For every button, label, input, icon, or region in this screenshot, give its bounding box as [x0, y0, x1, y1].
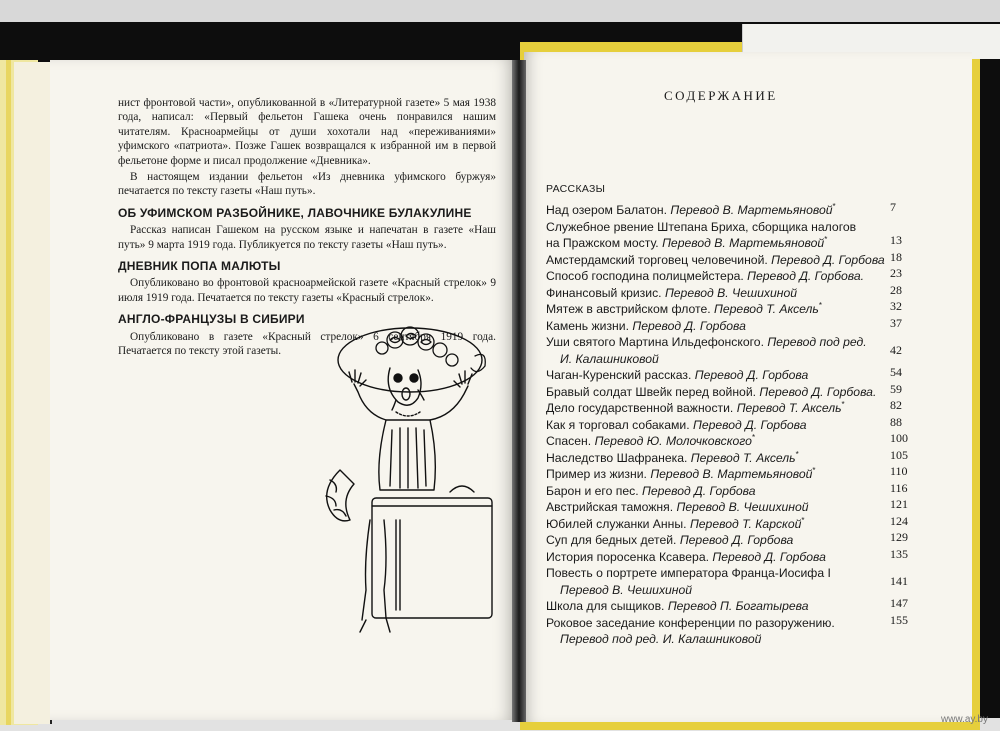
toc-entry-asterisk: * [751, 432, 756, 442]
toc-entry-page: 121 [890, 497, 908, 511]
toc-entry-title: Амстердамский торговец человечиной. [546, 252, 772, 267]
toc-entry-asterisk: * [812, 465, 816, 475]
toc-entry-page: 18 [890, 249, 902, 264]
toc-entry-translator: И. Калашниковой [560, 351, 659, 366]
toc-entry-translator: Перевод под ред. И. Калашниковой [560, 632, 762, 646]
toc-entry [546, 235, 936, 252]
toc-entry-page: 129 [890, 530, 908, 544]
toc-entry [546, 598, 936, 615]
toc-entry-translator: Перевод Д. Горбова [632, 318, 746, 333]
toc-entry-title: Пример из жизни. [546, 467, 651, 481]
toc-entry-page: 13 [890, 233, 902, 247]
toc-entry-page: 105 [890, 447, 908, 462]
toc-entry-title: Барон и его пес. [546, 483, 643, 498]
toc-entry-translator: Перевод Д. Горбова [694, 368, 809, 382]
toc-entry [546, 282, 936, 302]
toc-entry-title: Роковое заседание конференции по разоружению. [546, 615, 835, 630]
section-heading-bulakulin: ОБ УФИМСКОМ РАЗБОЙНИКЕ, ЛАВОЧНИКЕ БУЛАКУЛИНЕ [118, 205, 472, 220]
toc-entry-page: 54 [890, 365, 902, 379]
toc-entry-page: 82 [890, 398, 902, 412]
toc-entry-title: Финансовый кризис. [546, 285, 665, 300]
toc-entry-page: 42 [890, 342, 902, 357]
section-text-siberia: Опубликовано в газете «Красный стрелок» 6 сентября 1919 года. Печатается по тексту этой газеты. [118, 330, 496, 358]
toc-entry-title: Чаган-Куренский рассказ. [546, 368, 695, 382]
toc-entry-page: 32 [890, 299, 902, 313]
toc-entry-title: на Пражском мосту. [546, 236, 663, 250]
toc-entry [546, 367, 936, 384]
toc-entry [546, 219, 936, 236]
toc-entry-title: Спасен. [546, 434, 595, 448]
intro-paragraph-2: В настоящем издании фельетон «Из дневника уфимского буржуя» печатается по тексту газеты «Наш путь». [118, 171, 496, 198]
toc-entry-translator: Перевод В. Чешихиной [676, 500, 809, 514]
toc-entry-title: Дело государственной важности. [546, 401, 737, 415]
toc-entry-title: Уши святого Мартина Ильдефонского. [546, 335, 768, 349]
toc-entry-translator: Перевод под ред. [767, 335, 867, 349]
toc-entry-translator: Перевод Т. Аксель [736, 401, 842, 415]
toc-entry-page: 23 [890, 266, 902, 280]
toc-entry-page: 147 [890, 596, 908, 610]
toc-entry [546, 202, 936, 219]
toc-entry-translator: Перевод Д. Горбова. [747, 269, 865, 283]
toc-entry [546, 249, 936, 269]
toc-entry-asterisk: * [841, 399, 845, 409]
toc-entry-translator: Перевод Д. Горбова [679, 533, 794, 547]
toc-entry-title: Суп для бедных детей. [546, 533, 680, 547]
toc-entry [546, 565, 936, 582]
toc-entry [546, 315, 936, 335]
toc-entry [546, 400, 936, 417]
toc-entry-translator: Перевод В. Чешихиной [664, 285, 798, 300]
toc-entry-title: Мятеж в австрийском флоте. [546, 302, 715, 316]
table-of-contents [546, 202, 936, 648]
toc-entry [546, 499, 936, 516]
toc-entry [546, 513, 936, 533]
toc-entry-page: 116 [890, 480, 908, 495]
toc-entry-title: Камень жизни. [546, 318, 633, 333]
contents-title: СОДЕРЖАНИЕ [664, 88, 778, 103]
lady-with-suitcase-illustration [300, 320, 500, 650]
toc-entry-translator: Перевод Т. Карской [689, 516, 802, 531]
toc-entry [546, 334, 936, 351]
toc-entry [546, 268, 936, 285]
toc-entry [546, 447, 936, 467]
toc-entry [546, 612, 936, 632]
toc-entry-asterisk: * [795, 449, 799, 459]
toc-entry-page: 88 [890, 414, 902, 429]
toc-entry-page: 7 [890, 200, 896, 214]
toc-entry-page: 37 [890, 315, 902, 330]
toc-entry-translator: Перевод Т. Аксель [690, 450, 796, 465]
toc-entry-title: Над озером Балатон. [546, 203, 671, 217]
book-back-page-left [14, 62, 52, 724]
section-text-bulakulin: Рассказ написан Гашеком на русском языке и напечатан в газете «Наш путь» 9 марта 1919 года. Публикуется по тексту газеты «Наш путь». [118, 224, 496, 251]
toc-entry-page: 100 [890, 431, 908, 445]
toc-entry-title: Школа для сыщиков. [546, 599, 668, 613]
toc-entry-translator: Перевод Д. Горбова [712, 549, 826, 564]
section-heading-siberia: АНГЛО-ФРАНЦУЗЫ В СИБИРИ [118, 312, 305, 327]
toc-entry-asterisk: * [832, 201, 836, 211]
toc-entry-translator: Перевод В. Мартемьяновой [662, 236, 825, 250]
toc-entry [546, 546, 936, 566]
toc-entry-title: Наследство Шафранека. [546, 450, 691, 465]
toc-entry-translator: Перевод Ю. Молочковского [594, 434, 752, 448]
toc-entry-title: Как я торговал собаками. [546, 417, 693, 432]
toc-entry-translator: Перевод Д. Горбова [771, 252, 885, 267]
toc-entry-title: Австрийская таможня. [546, 500, 677, 514]
toc-entry-translator: Перевод Т. Аксель [714, 302, 819, 316]
toc-entry-title: Повесть о портрете императора Франца-Иосифа I [546, 566, 831, 580]
toc-entry [546, 381, 936, 401]
section-text-malyuta: Опубликовано во фронтовой красноармейской газете «Красный стрелок» 9 июля 1919 года. Печатается по тексту газеты «Красный стрелок». [118, 277, 496, 304]
toc-entry-translator: Перевод Д. Горбова [692, 417, 807, 432]
toc-entry [546, 532, 936, 549]
toc-entry-title: Юбилей служанки Анны. [546, 516, 690, 531]
toc-entry [546, 466, 936, 483]
section-heading-malyuta: ДНЕВНИК ПОПА МАЛЮТЫ [118, 259, 281, 274]
toc-entry-translator: Перевод В. Мартемьяновой [670, 203, 833, 217]
watermark: www.ay.by [940, 714, 988, 725]
toc-entry [546, 301, 936, 318]
toc-entry-page: 155 [890, 612, 908, 627]
toc-entry [546, 480, 936, 500]
book-spine [512, 60, 526, 722]
toc-entry-translator: Перевод В. Чешихиной [560, 582, 693, 597]
toc-entry [546, 414, 936, 434]
toc-entry-title: История поросенка Ксавера. [546, 549, 713, 564]
toc-entry-translator: Перевод Д. Горбова [642, 483, 756, 498]
toc-entry-translator: Перевод В. Мартемьяновой [650, 467, 813, 481]
toc-entry-title: Бравый солдат Швейк перед войной. [546, 384, 760, 399]
toc-entry-page: 28 [890, 282, 902, 297]
toc-entry-asterisk: * [824, 234, 828, 244]
scan-background-top [0, 0, 1000, 22]
toc-entry-page: 124 [890, 513, 908, 528]
toc-entry [546, 433, 936, 450]
toc-entry [546, 631, 936, 648]
toc-entry-title: Служебное рвение Штепана Бриха, сборщика налогов [546, 219, 857, 234]
toc-entry-translator: Перевод Д. Горбова. [759, 384, 877, 399]
toc-entry-translator: Перевод П. Богатырева [667, 599, 809, 613]
section-label-stories: РАССКАЗЫ [546, 183, 606, 195]
toc-entry-page: 110 [890, 464, 908, 478]
toc-entry-asterisk: * [801, 515, 805, 525]
toc-entry-page: 141 [890, 573, 908, 588]
intro-paragraph-1: нист фронтовой части», опубликованной в «Литературной газете» 5 мая 1938 года, написал: «Первый фельетон Гашека очень понравился нашим читателям. Красноармейцы от души хохотали над «переживаниями» уфимского «патриота». Позже Гашек возвращался к избранной им в первой фельетоне форме и писал продолжение «Дневника». [118, 97, 496, 167]
toc-entry-title: Способ господина полицмейстера. [546, 269, 748, 283]
toc-entry-asterisk: * [818, 300, 822, 310]
toc-entry-page: 59 [890, 381, 902, 396]
toc-entry-page: 135 [890, 546, 908, 561]
